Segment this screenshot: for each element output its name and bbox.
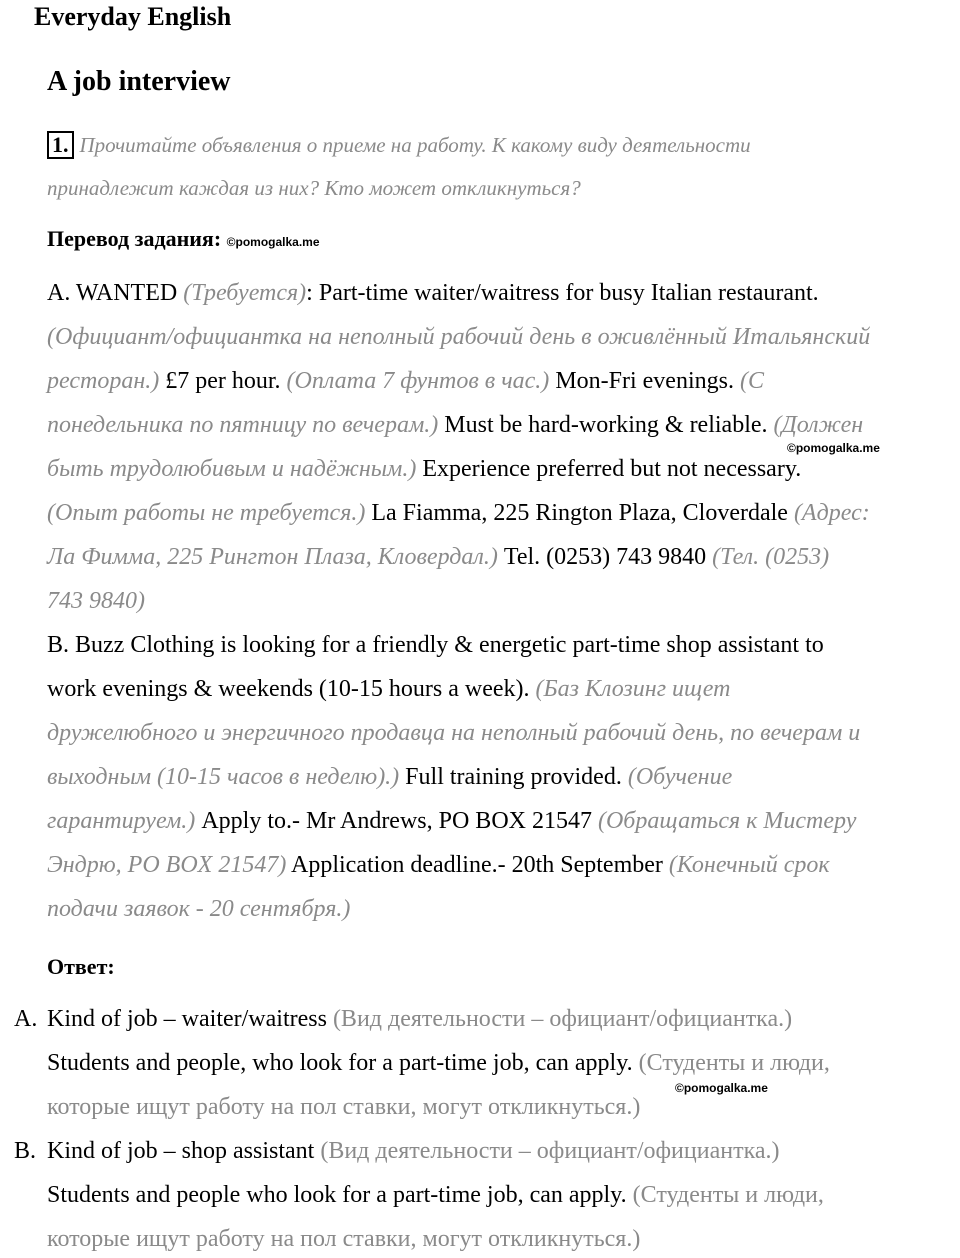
ad-a-line-1 [47, 280, 819, 307]
t: Students and people, who look for a part-time job, can apply. [47, 1050, 639, 1076]
answer-b-line-1 [47, 1138, 780, 1165]
watermark: ©pomogalka.me [675, 1081, 768, 1095]
t: (Должен [773, 412, 864, 438]
t: понедельника по пятницу по вечерам.) [47, 412, 439, 438]
t: (Требуется) [183, 280, 307, 306]
answer-b-line-3: которые ищут работу на пол ставки, могут откликнуться.) [47, 1226, 641, 1252]
ad-b-line-4 [47, 764, 732, 791]
t: Application deadline.- 20th September [286, 852, 669, 878]
t: Experience preferred but not necessary. [416, 456, 802, 482]
t: Эндрю, PO BOX 21547) [47, 852, 287, 878]
t: (Студенты и люди, [638, 1050, 830, 1076]
task-number: 1. [47, 131, 74, 159]
t: (С [739, 368, 764, 394]
t: La Fiamma, 225 Rington Plaza, Cloverdale [365, 500, 794, 526]
ad-a-line-5 [47, 456, 801, 483]
t: (Тел. (0253) [712, 544, 830, 570]
ad-b-line-3: дружелюбного и энергичного продавца на неполный рабочий день, по вечерам и [47, 720, 861, 746]
answer-b-letter: B. [14, 1138, 37, 1164]
answer-a-line-2 [47, 1050, 830, 1077]
answer-a-line-3: которые ищут работу на пол ставки, могут откликнуться.) [47, 1094, 641, 1120]
ad-a-line-3 [47, 368, 764, 395]
t: Mon-Fri evenings. [549, 368, 740, 394]
t: (Баз Клозинг ищет [535, 676, 731, 702]
task-instruction-line-2: принадлежит каждая из них? Кто может откликнуться? [47, 176, 581, 200]
watermark: ©pomogalka.me [226, 235, 320, 249]
t: Students and people who look for a part-time job, can apply. [47, 1182, 633, 1208]
t: Full training provided. [399, 764, 628, 790]
t: гарантируем.) [47, 808, 196, 834]
t: Ла Фимма, 225 Рингтон Плаза, Кловердал.) [47, 544, 498, 570]
t: : Part-time waiter/waitress for busy Italian restaurant. [306, 280, 819, 306]
t: (Оплата 7 фунтов в час.) [286, 368, 550, 394]
translation-label-text: Перевод задания: [47, 226, 222, 251]
t: A. WANTED [47, 280, 184, 306]
t: выходным (10-15 часов в неделю).) [47, 764, 400, 790]
t: £7 per hour. [159, 368, 287, 394]
t: (Обращаться к Мистеру [597, 808, 857, 834]
t: (Студенты и люди, [632, 1182, 824, 1208]
ad-a-line-4 [47, 412, 863, 439]
answer-a-line-1 [47, 1006, 792, 1033]
ad-b-line-2 [47, 676, 730, 703]
answer-b-line-2 [47, 1182, 824, 1209]
t: (Опыт работы не требуется.) [47, 500, 366, 526]
answer-a-letter: A. [14, 1006, 38, 1032]
ad-a-line-2: (Официант/официантка на неполный рабочий день в оживлённый Итальянский [47, 324, 871, 350]
t: (Адрес: [793, 500, 870, 526]
t: ресторан.) [47, 368, 160, 394]
translation-label [47, 226, 320, 252]
t: (Конечный срок [668, 852, 830, 878]
t: Apply to.- Mr Andrews, PO BOX 21547 [195, 808, 598, 834]
t: быть трудолюбивым и надёжным.) [47, 456, 417, 482]
ad-a-line-6 [47, 500, 870, 527]
ad-b-line-1: B. Buzz Clothing is looking for a friendly & energetic part-time shop assistant to [47, 632, 824, 658]
page-title: A job interview [47, 66, 231, 97]
t: (Вид деятельности – официант/официантка.) [332, 1006, 793, 1032]
t: Kind of job – waiter/waitress [47, 1006, 333, 1032]
ad-b-line-7: подачи заявок - 20 сентября.) [47, 896, 351, 922]
ad-a-line-7 [47, 544, 829, 571]
t: (Обучение [627, 764, 733, 790]
answer-label: Ответ: [47, 954, 115, 979]
t: Must be hard-working & reliable. [438, 412, 774, 438]
task-text: Прочитайте объявления о приеме на работу. К какому виду деятельности [79, 133, 751, 157]
section-title: Everyday English [34, 2, 232, 31]
watermark: ©pomogalka.me [787, 441, 880, 455]
t: Tel. (0253) 743 9840 [497, 544, 713, 570]
t: (Вид деятельности – официант/официантка.) [320, 1138, 780, 1164]
ad-b-line-6 [47, 852, 830, 879]
task-instruction-line-1 [47, 131, 751, 159]
ad-b-line-5 [47, 808, 856, 835]
t: Kind of job – shop assistant [47, 1138, 321, 1164]
t: work evenings & weekends (10-15 hours a week). [47, 676, 536, 702]
ad-a-line-8: 743 9840) [47, 588, 145, 614]
